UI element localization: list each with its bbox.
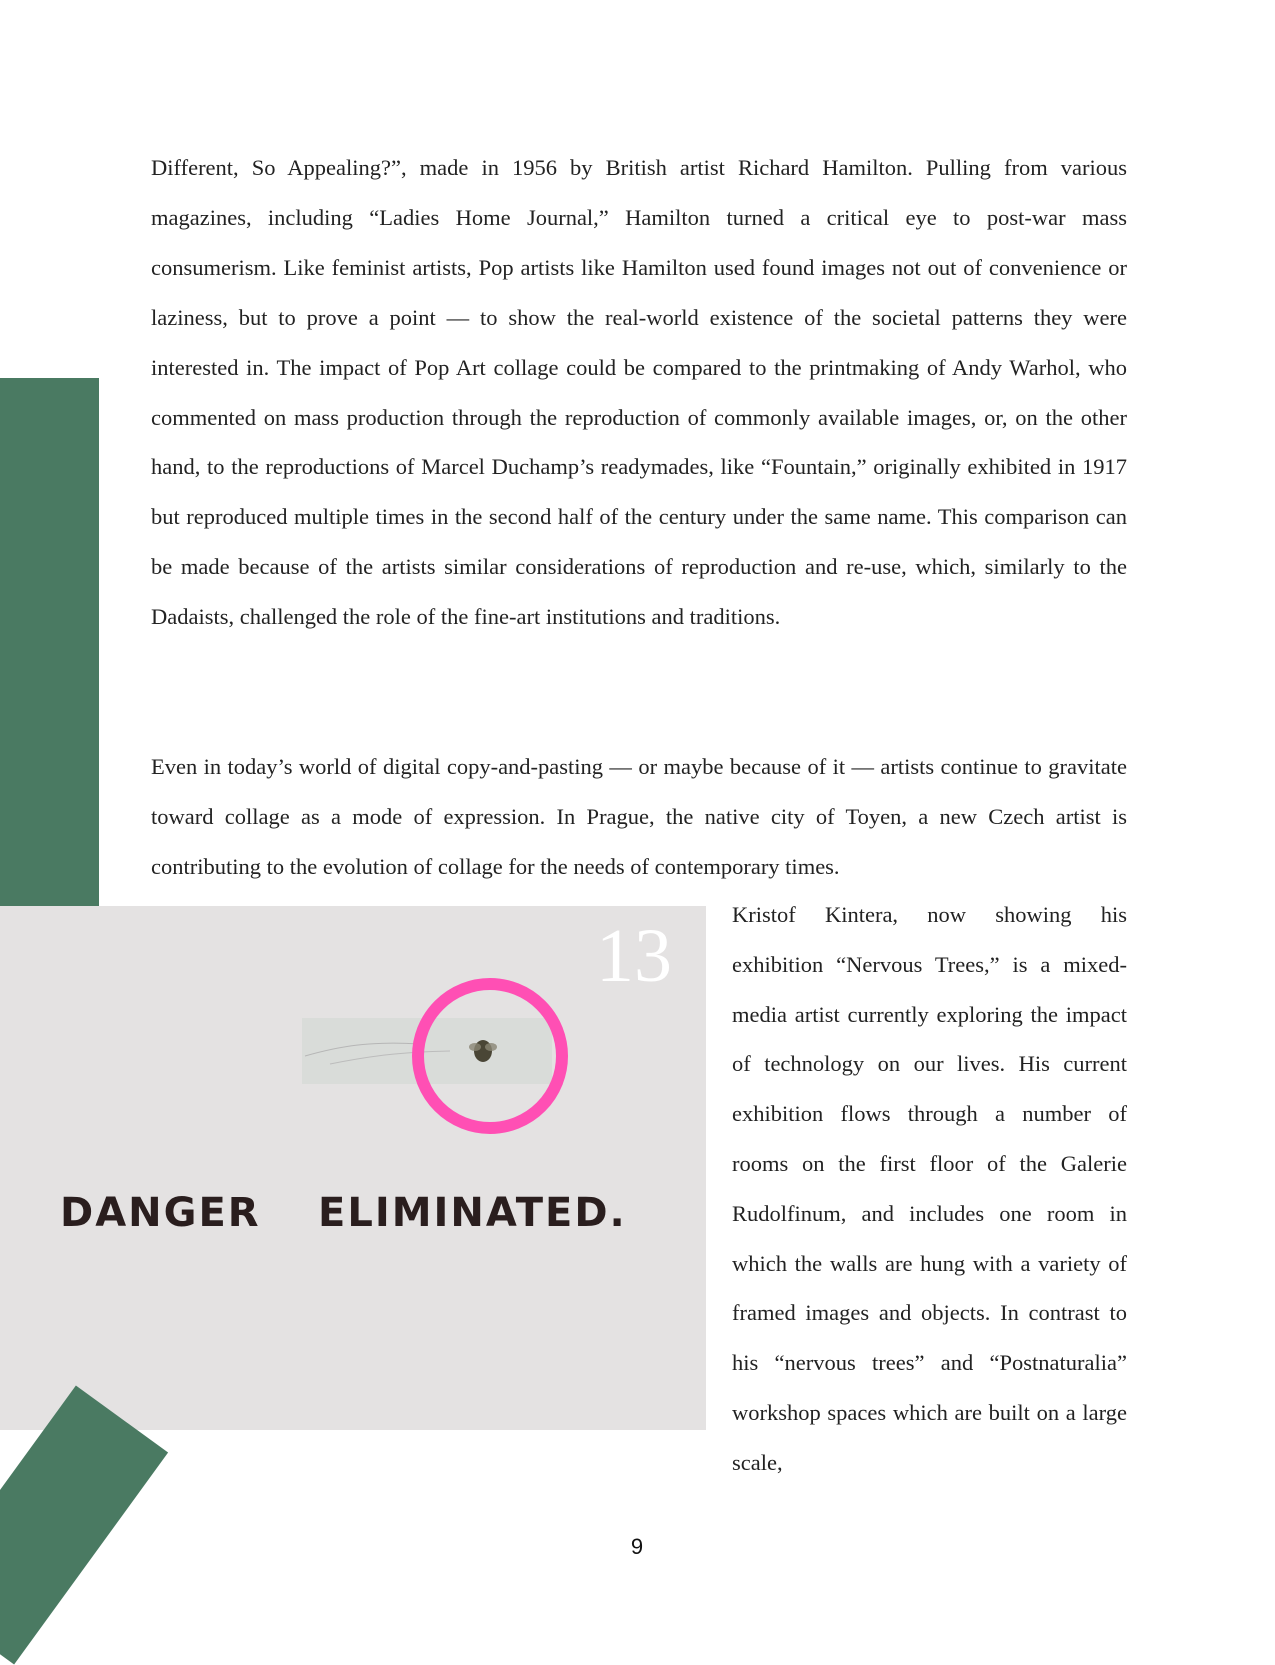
- body-paragraph-1: Different, So Appealing?”, made in 1956 by British artist Richard Hamilton. Pulling from various magazines, including “Ladies Home Journal,” Hamilton turned a critical eye to post-war mass consumerism. Like feminist artists, Pop artists like Hamilton used found images not out of convenience or laziness, but to prove a point — to show the real-world existence of the societal patterns they were interested in. The impact of Pop Art collage could be compared to the printmaking of Andy Warhol, who commented on mass production through the reproduction of commonly available images, or, on the other hand, to the reproductions of Marcel Duchamp’s readymades, like “Fountain,” originally exhibited in 1917 but reproduced multiple times in the second half of the century under the same name. This comparison can be made because of the artists similar considerations of reproduction and re-use, which, similarly to the Dadaists, challenged the role of the fine-art institutions and traditions.: [151, 155, 1127, 630]
- page-number: 9: [630, 1534, 644, 1559]
- danger-eliminated-lettering: DANGER: [60, 1190, 261, 1236]
- figure-number: 13: [596, 914, 672, 998]
- svg-text:ELIMINATED.: ELIMINATED.: [318, 1190, 627, 1236]
- body-paragraph-2: Even in today’s world of digital copy-and-pasting — or maybe because of it — artists continue to gravitate toward collage as a mode of expression. In Prague, the native city of Toyen, a new Czech artist is contributing to the evolution of collage for the needs of contemporary times.: [151, 754, 1127, 879]
- body-paragraph-2-continued: Kristof Kintera, now showing his exhibition “Nervous Trees,” is a mixed-media artist currently exploring the impact of technology on our lives. His current exhibition flows through a number of rooms on the first floor of the Galerie Rudolfinum, and includes one room in which the walls are hung with a variety of framed images and objects. In contrast to his “nervous trees” and “Postnaturalia” workshop spaces which are built on a large scale,: [732, 902, 1127, 1475]
